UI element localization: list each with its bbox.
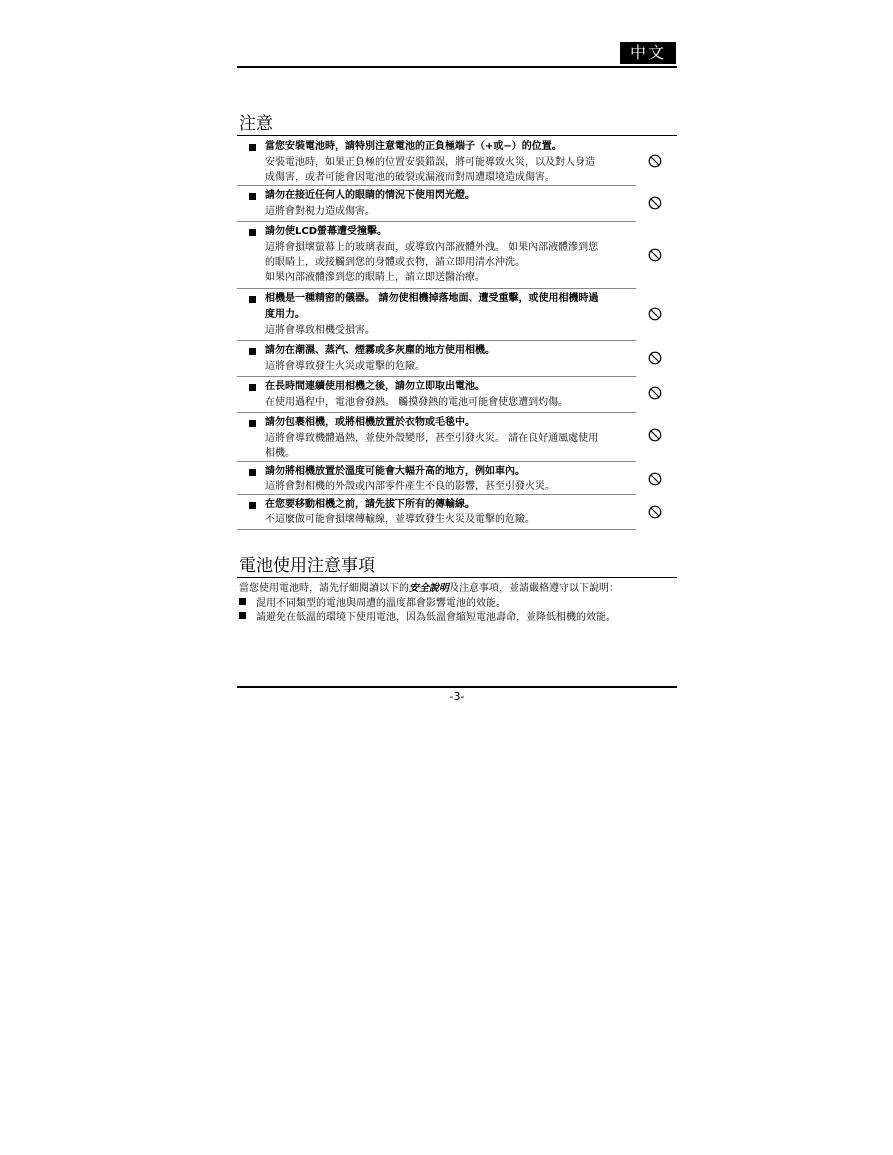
- caution-item-title: 請勿使LCD螢幕遭受撞擊。: [265, 226, 388, 237]
- caution-item-desc: 這將會對相機的外殼或內部零件產生不良的影響，甚至引發火災。: [265, 481, 555, 492]
- prohibition-icon: [648, 196, 662, 210]
- safety-instructions-emphasis: 安全說明: [409, 583, 449, 594]
- caution-item: [237, 222, 636, 289]
- caution-item-desc: 這將會對視力造成傷害。: [265, 206, 375, 217]
- bullet-square: [249, 144, 256, 151]
- caution-item-desc: 安裝電池時，如果正負極的位置安裝錯誤，將可能導致火災，以及對人身造 成傷害，或者可能會因電池的破裂或漏液而對周遭環境造成傷害。: [265, 157, 595, 183]
- caution-item-title: 當您安裝電池時，請特別注意電池的正負極端子（+或−）的位置。: [265, 141, 562, 152]
- cautions-title: 注意: [239, 114, 273, 134]
- caution-item-title: 請勿在接近任何人的眼睛的情況下使用閃光燈。: [265, 190, 475, 201]
- battery-bullet: 請避免在低溫的環境下使用電池，因為低溫會縮短電池壽命，並降低相機的效能。: [239, 611, 679, 625]
- caution-item: [237, 413, 636, 462]
- caution-item-desc: 這將會導致相機受損害。: [265, 325, 375, 336]
- caution-item: [237, 137, 636, 186]
- prohibition-icon: [648, 307, 662, 321]
- caution-item-title: 相機是一種精密的儀器。 請勿使相機掉落地面、遭受重擊，或使用相機時過 度用力。: [265, 293, 599, 320]
- caution-item: [237, 186, 636, 222]
- language-badge: 中文: [620, 42, 676, 64]
- caution-item-title: 請勿將相機放置於溫度可能會大幅升高的地方，例如車內。: [265, 466, 525, 477]
- bullet-square: [249, 348, 256, 355]
- cautions-title-rule: [237, 135, 677, 136]
- bullet-square: [249, 229, 256, 236]
- caution-item-title: 在長時間連續使用相機之後，請勿立即取出電池。: [265, 381, 485, 392]
- caution-item-desc: 這將會導致機體過熱，並使外殼變形，甚至引發火災。 請在良好通風處使用 相機。: [265, 433, 599, 459]
- caution-item-desc: 在使用過程中，電池會發熱。 觸摸發熱的電池可能會使您遭到灼傷。: [265, 397, 569, 408]
- bullet-square: [249, 420, 256, 427]
- prohibition-icon: [648, 428, 662, 442]
- caution-item-desc: 這將會導致發生火災或電擊的危險。: [265, 361, 425, 372]
- battery-title: 電池使用注意事項: [239, 556, 375, 576]
- caution-item-title: 請勿包裹相機，或將相機放置於衣物或毛毯中。: [265, 417, 475, 428]
- prohibition-icon: [648, 248, 662, 262]
- caution-item: [237, 377, 636, 413]
- prohibition-icon: [648, 472, 662, 486]
- battery-bullet: 混用不同類型的電池與周遭的溫度都會影響電池的效能。: [239, 597, 679, 611]
- bullet-square: [239, 612, 246, 619]
- caution-item-title: 在您要移動相機之前，請先拔下所有的傳輸線。: [265, 499, 475, 510]
- bullet-square: [249, 384, 256, 391]
- bullet-square: [249, 469, 256, 476]
- caution-item-title: 請勿在潮濕、蒸汽、煙霧或多灰塵的地方使用相機。: [265, 345, 495, 356]
- bullet-square: [249, 502, 256, 509]
- prohibition-icon: [648, 386, 662, 400]
- prohibition-icon: [648, 154, 662, 168]
- bullet-square: [239, 598, 246, 605]
- prohibition-icon: [648, 505, 662, 519]
- battery-intro: 當您使用電池時，請先仔細閱讀以下的安全說明及注意事項，並請嚴格遵守以下說明：: [239, 583, 619, 594]
- footer-rule: [237, 686, 677, 688]
- caution-item: [237, 289, 636, 341]
- header-rule: [237, 66, 677, 68]
- bullet-square: [249, 193, 256, 200]
- caution-item-desc: 這將會損壞螢幕上的玻璃表面，或導致內部液體外洩。 如果內部液體滲到您 的眼睛上，或接觸到您的身體或衣物，請立即用清水沖洗。 如果內部液體滲到您的眼睛上，請立即送醫治療。: [265, 242, 599, 283]
- battery-title-rule: [237, 577, 677, 578]
- bullet-square: [249, 296, 256, 303]
- caution-item: [237, 341, 636, 377]
- caution-item: [237, 462, 636, 495]
- page-number: -3-: [449, 690, 465, 703]
- caution-item-desc: 不這麼做可能會損壞傳輸線，並導致發生火災及電擊的危險。: [265, 514, 535, 525]
- prohibition-icon: [648, 351, 662, 365]
- caution-item: [237, 495, 636, 530]
